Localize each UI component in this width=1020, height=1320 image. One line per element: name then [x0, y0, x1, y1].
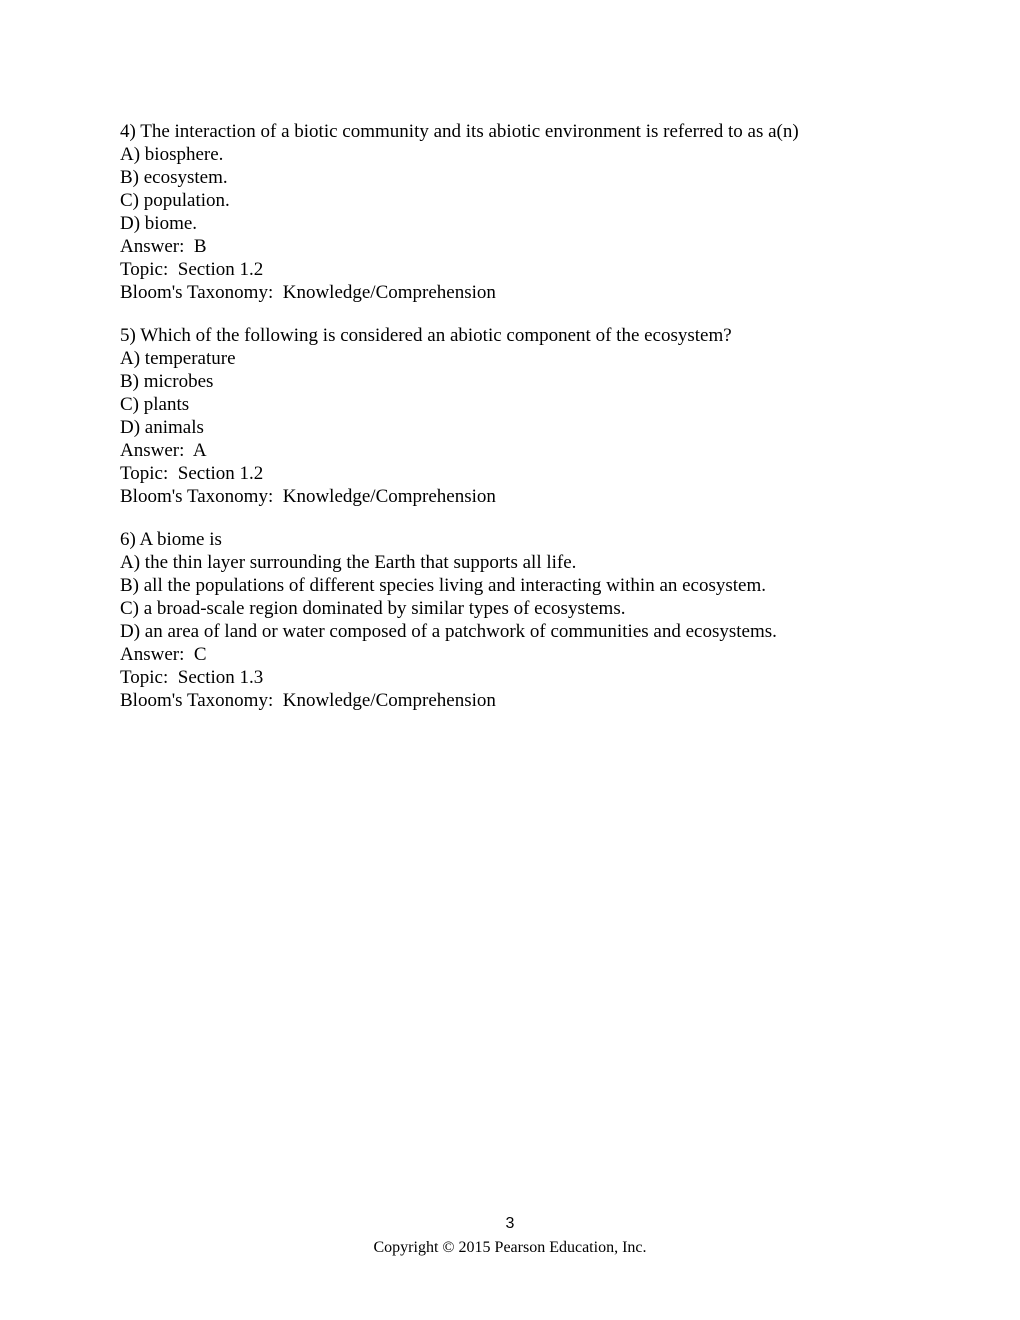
copyright-notice: Copyright © 2015 Pearson Education, Inc. [373, 1239, 647, 1256]
question-list [120, 120, 920, 712]
topic-line: Topic: Section 1.3 [120, 667, 264, 688]
question-5 [120, 324, 920, 508]
option-b: B) ecosystem. [120, 167, 228, 188]
option-c: C) plants [120, 394, 190, 415]
bloom-taxonomy-line: Bloom's Taxonomy: Knowledge/Comprehension [120, 690, 496, 711]
option-d: D) animals [120, 417, 204, 438]
answer-line: Answer: C [120, 644, 207, 665]
option-a: A) the thin layer surrounding the Earth that supports all life. [120, 552, 577, 573]
question-stem: 5) Which of the following is considered an abiotic component of the ecosystem? [120, 325, 732, 346]
option-b: B) all the populations of different species living and interacting within an ecosystem. [120, 575, 767, 596]
bloom-taxonomy-line: Bloom's Taxonomy: Knowledge/Comprehension [120, 486, 496, 507]
option-c: C) population. [120, 190, 230, 211]
topic-line: Topic: Section 1.2 [120, 259, 264, 280]
option-a: A) biosphere. [120, 144, 224, 165]
question-stem: 6) A biome is [120, 529, 222, 550]
option-d: D) an area of land or water composed of a patchwork of communities and ecosystems. [120, 621, 777, 642]
page-number: 3 [505, 1215, 515, 1232]
question-stem: 4) The interaction of a biotic community and its abiotic environment is referred to as a(n) [120, 121, 799, 142]
answer-line: Answer: B [120, 236, 207, 257]
question-6 [120, 528, 920, 712]
question-4 [120, 120, 920, 304]
option-d: D) biome. [120, 213, 198, 234]
option-a: A) temperature [120, 348, 236, 369]
topic-line: Topic: Section 1.2 [120, 463, 264, 484]
option-b: B) microbes [120, 371, 214, 392]
bloom-taxonomy-line: Bloom's Taxonomy: Knowledge/Comprehension [120, 282, 496, 303]
answer-line: Answer: A [120, 440, 207, 461]
option-c: C) a broad-scale region dominated by similar types of ecosystems. [120, 598, 626, 619]
